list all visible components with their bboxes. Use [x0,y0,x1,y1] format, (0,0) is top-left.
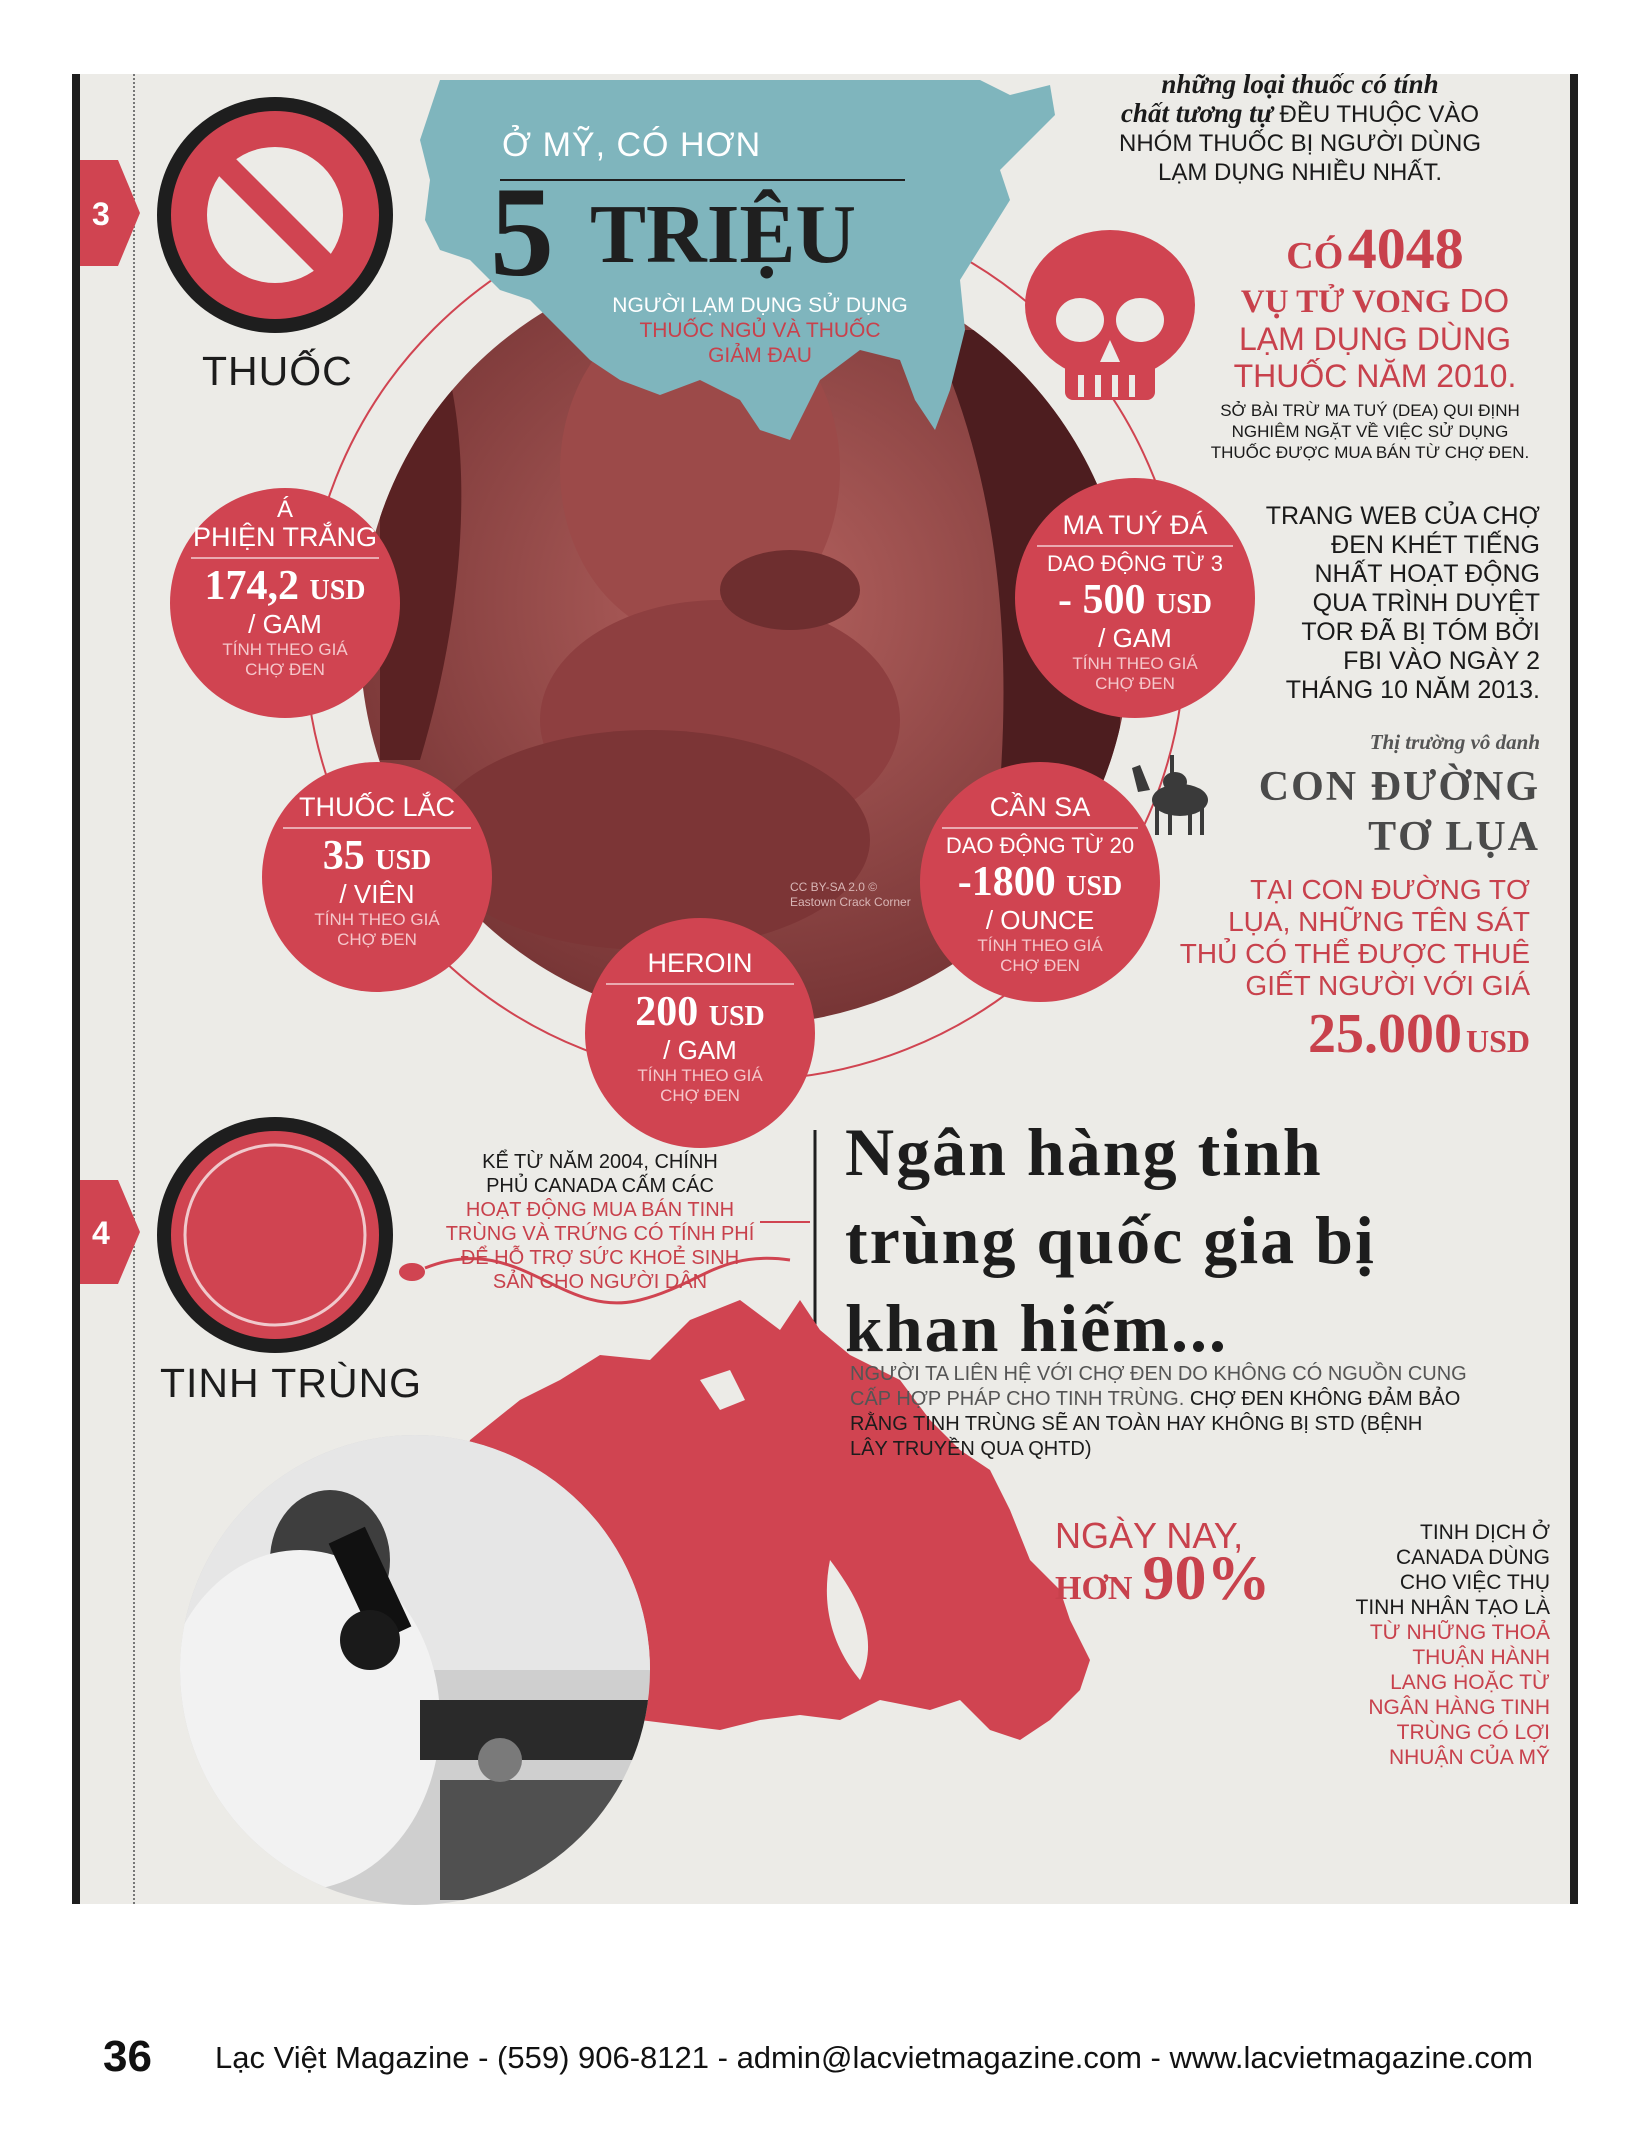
web-line-7: THÁNG 10 NĂM 2013. [1285,676,1540,704]
heroin-note-1: TÍNH THEO GIÁ [637,1066,763,1086]
body-line-2b: CHỢ ĐEN KHÔNG ĐẢM BẢO [1184,1388,1461,1410]
deaths-line-3: THUỐC NĂM 2010. [1233,358,1517,394]
top-line-3: NHÓM THUỐC BỊ NGƯỜI DÙNG [1119,130,1481,157]
body-line-4: LÂY TRUYỀN QUA QHTD) [850,1438,1092,1460]
section-4-label: TINH TRÙNG [160,1360,423,1406]
semen-line-4: TINH NHÂN TẠO LÀ [1355,1596,1550,1619]
section-4-number: 4 [92,1215,110,1251]
usa-intro: Ở MỸ, CÓ HƠN [502,126,762,164]
heroin-note-2: CHỢ ĐEN [660,1085,740,1105]
usa-sub-line-3: GIẢM ĐAU [708,344,812,367]
similar-drugs-text [1050,70,1550,187]
canada-line-5: ĐỂ HỖ TRỢ SỨC KHOẺ SINH [460,1247,740,1269]
headline-line-1: Ngân hàng tinh [845,1114,1323,1190]
top-line-2b: ĐỀU THUỘC VÀO [1272,101,1480,128]
headline-sperm-bank [845,1108,1545,1372]
deaths-line-2: LẠM DỤNG DÙNG [1238,321,1511,357]
today-percent: 90% [1142,1542,1271,1613]
semen-line-10: NHUẬN CỦA MỸ [1388,1746,1550,1769]
deaths-number: 4048 [1347,216,1464,281]
silk-line-4: GIẾT NGƯỜI VỚI GIÁ [1245,970,1530,1001]
meth-note-1: TÍNH THEO GIÁ [1072,654,1198,674]
silk-price [1170,1002,1530,1066]
today-stat [1055,1515,1271,1613]
bubble-heroin [585,918,815,1148]
heroin-unit: / GAM [663,1035,737,1066]
market-small: Thị trường vô danh [1369,730,1540,754]
ecstasy-currency: USD [375,845,432,876]
ecstasy-note-2: CHỢ ĐEN [337,929,417,949]
black-market-text [850,1362,1550,1462]
deaths-line-1a: VỤ TỬ VONG [1240,284,1451,320]
meth-note-2: CHỢ ĐEN [1095,673,1175,693]
web-line-4: QUA TRÌNH DUYỆT [1312,589,1540,617]
darkweb-text [1230,502,1540,705]
heroin-name: HEROIN [606,948,795,985]
semen-text [1320,1520,1550,1770]
top-line-2a: chất tương tự [1120,98,1273,128]
market-title-2: TƠ LỤA [1368,814,1540,860]
today-line-2: HƠN [1055,1570,1133,1607]
canada-line-3: HOẠT ĐỘNG MUA BÁN TINH [465,1199,735,1221]
heroin-currency: USD [708,1001,765,1032]
today-line-1: NGÀY NAY, [1055,1515,1244,1556]
silk-line-3: THỦ CÓ THỂ ĐƯỢC THUÊ [1179,938,1530,969]
cannabis-note-2: CHỢ ĐEN [1000,955,1080,975]
dea-line-2: NGHIÊM NGẶT VỀ VIỆC SỬ DỤNG [1231,422,1509,441]
body-line-2a: CẤP HỢP PHÁP CHO TINH TRÙNG. [850,1388,1185,1410]
web-line-2: ĐEN KHÉT TIẾNG [1331,531,1540,559]
canada-line-1: KỂ TỪ NĂM 2004, CHÍNH [482,1151,718,1173]
deaths-line-1b: DO [1450,282,1510,319]
skull-icon [1025,230,1195,400]
web-line-5: TOR ĐÃ BỊ TÓM BỞI [1301,618,1540,646]
deaths-prefix: CÓ [1286,235,1344,277]
bubble-opium [170,488,400,718]
silk-price-currency: USD [1465,1023,1530,1059]
silk-road-title [1200,762,1540,862]
dea-line-1: SỞ BÀI TRỪ MA TUÝ (DEA) QUI ĐỊNH [1220,401,1520,420]
usa-sub-line-1: NGƯỜI LẠM DỤNG SỬ DỤNG [612,294,908,317]
bubble-ecstasy [262,762,492,992]
section-3-label: THUỐC [202,348,353,394]
deaths-stat [1200,215,1550,395]
opium-unit: / GAM [248,609,322,640]
bubble-cannabis [920,762,1160,1002]
bubble-meth [1015,478,1255,718]
semen-line-6: THUẬN HÀNH [1412,1646,1550,1669]
cannabis-name: CẦN SA [942,792,1139,829]
canada-line-2: PHỦ CANADA CẤM CÁC [486,1175,714,1197]
semen-line-2: CANADA DÙNG [1395,1546,1550,1569]
silk-line-1: TẠI CON ĐƯỜNG TƠ [1250,874,1530,905]
cannabis-price: -1800 [957,859,1056,905]
cannabis-note-1: TÍNH THEO GIÁ [977,936,1103,956]
meth-range: DAO ĐỘNG TỪ 3 [1046,551,1224,576]
photo-credit-2: Eastown Crack Corner [790,895,911,909]
ecstasy-unit: / VIÊN [339,879,415,910]
cannabis-currency: USD [1066,871,1123,902]
usa-big-number: 5 [490,161,554,303]
semen-line-9: TRÙNG CÓ LỢI [1396,1721,1550,1744]
body-line-3: RẰNG TINH TRÙNG SẼ AN TOÀN HAY KHÔNG BỊ STD (BỆNH [850,1413,1423,1435]
ecstasy-note-1: TÍNH THEO GIÁ [314,910,440,930]
cannabis-unit: / OUNCE [985,905,1095,936]
usa-sub-line-2: THUỐC NGỦ VÀ THUỐC [639,319,881,342]
usa-big-word: TRIỆU [590,188,857,281]
footer-contact: Lạc Việt Magazine - (559) 906-8121 - admin@lacvietmagazine.com - www.lacvietmagazine.com [215,2040,1533,2075]
canada-ban-text [430,1150,770,1294]
web-line-6: FBI VÀO NGÀY 2 [1343,647,1540,675]
heroin-price: 200 [635,989,699,1035]
photo-credit-1: CC BY-SA 2.0 © [790,880,878,894]
market-title-1: CON ĐƯỜNG [1258,764,1540,810]
opium-name: PHIỆN TRẮNG [191,522,380,559]
headline-line-3: khan hiếm... [845,1290,1228,1366]
opium-note-1: TÍNH THEO GIÁ [222,640,348,660]
usa-sub [560,293,960,368]
silk-road-text [1150,874,1530,1002]
semen-line-5: TỪ NHỮNG THOẢ [1369,1621,1550,1644]
semen-line-3: CHO VIỆC THỤ [1399,1571,1550,1594]
ecstasy-price: 35 [322,833,365,879]
silk-price-value: 25.000 [1307,1003,1462,1065]
headline-line-2: trùng quốc gia bị [845,1202,1376,1278]
opium-name-top: Á [276,496,293,523]
photo-credit [790,880,911,910]
meth-name: MA TUÝ ĐÁ [1037,510,1234,547]
web-line-3: NHẤT HOẠT ĐỘNG [1314,560,1540,588]
opium-note-2: CHỢ ĐEN [245,659,325,679]
opium-currency: USD [309,575,366,606]
sperm-head-icon [399,1263,425,1281]
semen-line-1: TINH DỊCH Ở [1420,1521,1550,1544]
cannabis-range: DAO ĐỘNG TỪ 20 [945,833,1135,858]
web-line-1: TRANG WEB CỦA CHỢ [1265,502,1540,530]
top-line-4: LẠM DỤNG NHIỀU NHẤT. [1157,159,1443,186]
meth-unit: / GAM [1098,623,1172,654]
meth-price: - 500 [1057,577,1146,623]
top-line-1: những loại thuốc có tính [1161,69,1439,99]
opium-price: 174,2 [204,563,299,609]
dea-line-3: THUỐC ĐƯỢC MUA BÁN TỪ CHỢ ĐEN. [1210,443,1530,462]
meth-currency: USD [1155,589,1212,620]
canada-line-6: SẢN CHO NGƯỜI DÂN [492,1271,708,1293]
semen-line-7: LANG HOẶC TỪ [1390,1671,1550,1694]
page-number: 36 [103,2032,152,2081]
semen-line-8: NGÂN HÀNG TINH [1368,1696,1550,1719]
silk-line-2: LỤA, NHỮNG TÊN SÁT [1228,906,1530,937]
canada-line-4: TRÙNG VÀ TRỨNG CÓ TÍNH PHÍ [445,1223,755,1245]
body-line-1: NGƯỜI TA LIÊN HỆ VỚI CHỢ ĐEN DO KHÔNG CÓ NGUỒN CUNG [850,1363,1467,1385]
ecstasy-name: THUỐC LẮC [283,792,472,829]
dea-text [1180,400,1560,463]
section-3-number: 3 [92,196,110,232]
